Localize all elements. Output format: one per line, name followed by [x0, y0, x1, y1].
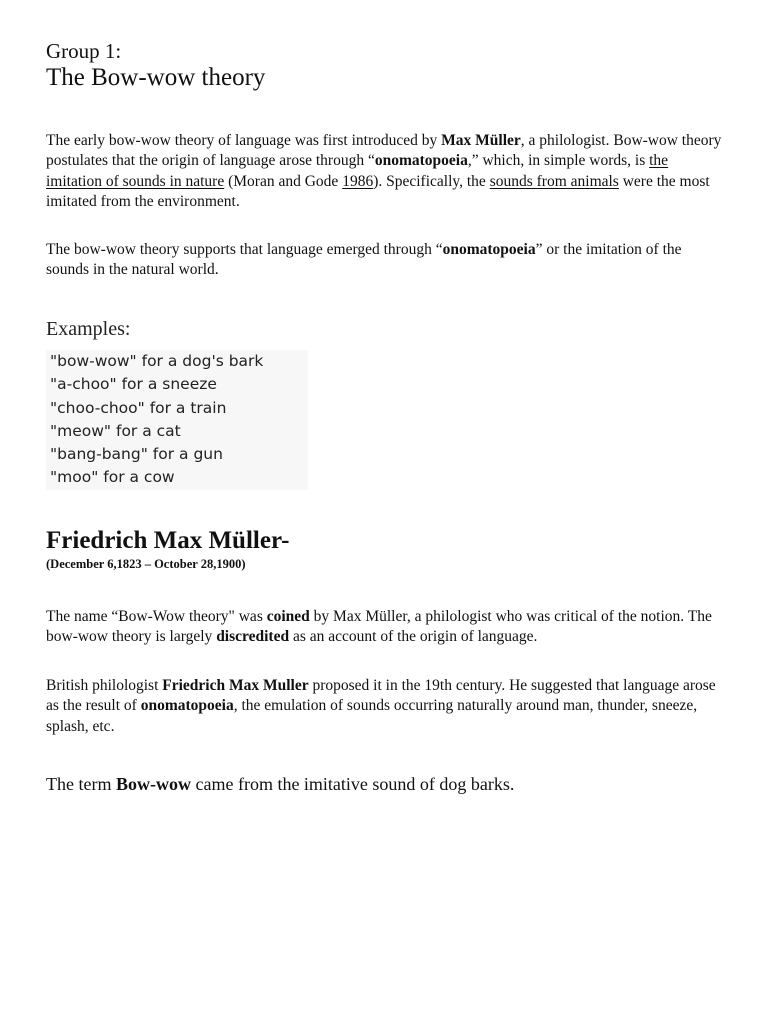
text-run: ,” which, in simple words, is [467, 152, 650, 170]
section-title: Friedrich Max Müller- [46, 527, 290, 554]
bold-onomatopoeia: onomatopoeia [374, 152, 468, 170]
underlined-sounds-from-animals: sounds from animals [489, 172, 619, 190]
list-item: "bow-wow" for a dog's bark [46, 350, 308, 373]
bold-coined: coined [266, 608, 310, 625]
bold-bow-wow: Bow-wow [115, 774, 191, 794]
list-item: "choo-choo" for a train [46, 397, 308, 420]
text-run: British philologist [46, 677, 163, 694]
bold-onomatopoeia: onomatopoeia [442, 241, 536, 258]
text-run: , a philologist. Bow-wow theory postulates that the origin of language arose through “ [46, 132, 722, 170]
group-label: Group 1: [46, 39, 122, 63]
bold-max-muller: Max Müller [441, 132, 521, 149]
examples-list [46, 350, 308, 490]
text-run: by Max Müller, a philologist who was critical of the notion. The bow-wow theory is largely [46, 608, 712, 646]
bold-friedrich-max-muller: Friedrich Max Muller [162, 677, 309, 694]
page-title: The Bow-wow theory [46, 64, 266, 91]
text-run: (Moran and Gode [224, 172, 343, 190]
paragraph-british-philologist [46, 676, 726, 737]
list-item: "bang-bang" for a gun [46, 443, 308, 466]
paragraph-coined [46, 607, 726, 648]
text-run: The early bow-wow theory of language was first introduced by [46, 132, 442, 149]
underlined-imitation-of-sounds: the imitation of sounds in nature [46, 152, 669, 190]
list-item: "meow" for a cat [46, 420, 308, 443]
list-item: "a-choo" for a sneeze [46, 373, 308, 396]
text-run: , the emulation of sounds occurring naturally around man, thunder, sneeze, splash, etc. [46, 697, 698, 735]
text-run: proposed it in the 19th century. He suggested that language arose as the result of [46, 677, 716, 715]
paragraph-introduction [46, 131, 726, 212]
text-run: The name “Bow-Wow theory" was [46, 608, 267, 625]
paragraph-term-origin [46, 772, 726, 796]
list-item: "moo" for a cow [46, 466, 308, 489]
text-run: The bow-wow theory supports that language emerged through “ [46, 241, 443, 258]
paragraph-onomatopoeia-support [46, 240, 726, 281]
text-run: as an account of the origin of language. [289, 628, 538, 646]
bold-discredited: discredited [216, 628, 290, 646]
lifespan-dates: (December 6,1823 – October 28,1900) [46, 557, 246, 571]
text-run: ). Specifically, the [373, 172, 490, 190]
citation-link-1986[interactable]: 1986 [342, 172, 374, 190]
text-run: were the most imitated from the environment. [46, 172, 710, 210]
text-run: The term [46, 774, 116, 794]
bold-onomatopoeia: onomatopoeia [140, 697, 234, 715]
text-run: came from the imitative sound of dog barks. [190, 774, 515, 794]
examples-heading: Examples: [46, 318, 131, 340]
text-run: ” or the imitation of the sounds in the natural world. [46, 241, 682, 279]
